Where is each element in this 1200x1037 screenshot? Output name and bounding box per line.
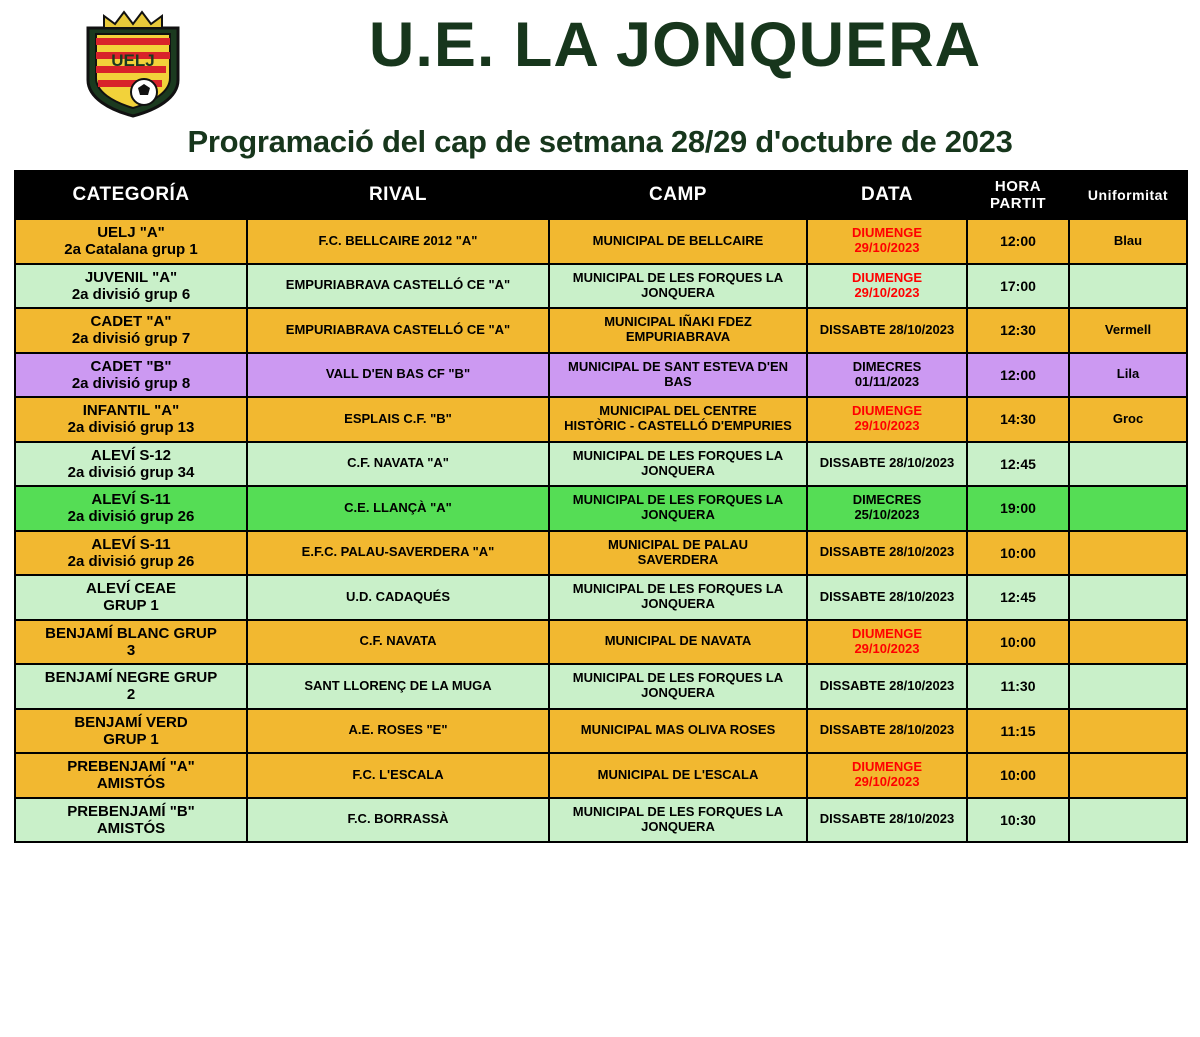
categoria-line1: BENJAMÍ NEGRE GRUP (44, 669, 218, 686)
camp-line1: MUNICIPAL DEL CENTRE (599, 403, 757, 419)
table-row (15, 798, 1187, 843)
cell-hora-partit: 12:30 (967, 308, 1069, 353)
cell-camp (549, 709, 807, 754)
categoria-line2: 2a Catalana grup 1 (64, 241, 198, 259)
categoria-line1: BENJAMÍ BLANC GRUP (45, 624, 217, 642)
column-header-hora-partit (967, 171, 1069, 219)
page-title: U.E. LA JONQUERA (368, 10, 982, 80)
table-row (15, 442, 1187, 487)
cell-hora-partit: 10:00 (967, 531, 1069, 576)
categoria-line1: PREBENJAMÍ "B" (67, 802, 195, 820)
table-body (15, 219, 1187, 842)
camp-line1: MUNICIPAL DE LES FORQUES LA (572, 803, 784, 819)
cell-data (807, 397, 967, 442)
table-row (15, 308, 1187, 353)
cell-data (807, 531, 967, 576)
camp-line2: JONQUERA (641, 284, 715, 300)
column-header-uniformitat: Uniformitat (1069, 171, 1187, 219)
table-row (15, 620, 1187, 665)
cell-uniformitat: Lila (1069, 353, 1187, 398)
categoria-line2: 2a divisió grup 34 (67, 463, 195, 481)
cell-categoria (15, 531, 247, 576)
categoria-line1: UELJ "A" (97, 224, 165, 241)
camp-line2: SAVERDERA (637, 551, 719, 567)
categoria-line2: AMISTÓS (96, 819, 166, 837)
categoria-line1: CADET "A" (90, 313, 172, 330)
camp-line1: MUNICIPAL DE LES FORQUES LA (572, 447, 784, 463)
cell-camp (549, 397, 807, 442)
camp-line1: MUNICIPAL MAS OLIVA ROSES (580, 722, 776, 738)
cell-data (807, 308, 967, 353)
table-row (15, 353, 1187, 398)
camp-line2: JONQUERA (641, 818, 715, 834)
cell-data (807, 575, 967, 620)
column-header-hora-line1: HORA (994, 177, 1042, 195)
cell-hora-partit: 14:30 (967, 397, 1069, 442)
camp-line2: BAS (664, 373, 692, 389)
cell-rival: F.C. L'ESCALA (247, 753, 549, 798)
column-header-data: DATA (807, 171, 967, 219)
camp-line1: MUNICIPAL DE LES FORQUES LA (572, 492, 784, 508)
column-header-rival: RIVAL (247, 171, 549, 219)
data-line1: DIUMENGE (851, 759, 923, 775)
categoria-line1: INFANTIL "A" (82, 402, 180, 419)
categoria-line1: ALEVÍ S-11 (91, 491, 171, 508)
cell-uniformitat (1069, 264, 1187, 309)
page-header (0, 0, 1200, 124)
categoria-line2: 3 (126, 641, 136, 659)
cell-uniformitat (1069, 709, 1187, 754)
cell-rival: A.E. ROSES "E" (247, 709, 549, 754)
camp-line2: JONQUERA (641, 507, 715, 523)
categoria-line1: PREBENJAMÍ "A" (67, 758, 195, 775)
data-line1: DIUMENGE (851, 403, 923, 419)
cell-camp (549, 486, 807, 531)
cell-categoria (15, 798, 247, 843)
table-row (15, 486, 1187, 531)
cell-data (807, 664, 967, 709)
cell-categoria (15, 753, 247, 798)
club-crest-icon (82, 6, 184, 118)
data-line2: 29/10/2023 (854, 284, 920, 300)
cell-rival: F.C. BORRASSÀ (247, 798, 549, 843)
camp-line1: MUNICIPAL DE L'ESCALA (597, 766, 759, 782)
data-line2: 29/10/2023 (854, 640, 920, 656)
cell-hora-partit: 10:00 (967, 620, 1069, 665)
table-row (15, 664, 1187, 709)
cell-camp (549, 664, 807, 709)
column-header-categoria: CATEGORÍA (15, 171, 247, 219)
cell-uniformitat (1069, 664, 1187, 709)
cell-data (807, 353, 967, 398)
cell-camp (549, 442, 807, 487)
camp-line1: MUNICIPAL DE BELLCAIRE (592, 232, 764, 248)
data-line1: DISSABTE 28/10/2023 (819, 677, 955, 693)
cell-camp (549, 798, 807, 843)
data-line1: DISSABTE 28/10/2023 (819, 811, 955, 827)
page-subtitle: Programació del cap de setmana 28/29 d'octubre de 2023 (187, 124, 1013, 159)
data-line1: DISSABTE 28/10/2023 (819, 722, 955, 738)
cell-uniformitat (1069, 442, 1187, 487)
cell-categoria (15, 709, 247, 754)
column-header-hora-line2: PARTIT (989, 195, 1047, 212)
categoria-line2: 2a divisió grup 7 (71, 330, 191, 348)
cell-data (807, 442, 967, 487)
cell-data (807, 709, 967, 754)
data-line1: DISSABTE 28/10/2023 (819, 588, 955, 604)
column-header-camp: CAMP (549, 171, 807, 219)
cell-uniformitat: Blau (1069, 219, 1187, 264)
schedule-table-wrap (0, 170, 1200, 843)
data-line2: 29/10/2023 (854, 774, 920, 790)
cell-data (807, 753, 967, 798)
data-line1: DISSABTE 28/10/2023 (819, 544, 955, 560)
categoria-line2: 2 (126, 686, 136, 704)
table-row (15, 397, 1187, 442)
cell-rival: F.C. BELLCAIRE 2012 "A" (247, 219, 549, 264)
cell-uniformitat (1069, 486, 1187, 531)
data-line2: 25/10/2023 (854, 507, 920, 523)
cell-uniformitat (1069, 798, 1187, 843)
categoria-line2: GRUP 1 (103, 597, 159, 615)
data-line1: DIUMENGE (851, 269, 923, 285)
cell-hora-partit: 17:00 (967, 264, 1069, 309)
cell-rival: E.F.C. PALAU-SAVERDERA "A" (247, 531, 549, 576)
cell-rival: U.D. CADAQUÉS (247, 575, 549, 620)
cell-hora-partit: 12:00 (967, 219, 1069, 264)
cell-uniformitat: Vermell (1069, 308, 1187, 353)
cell-data (807, 486, 967, 531)
cell-camp (549, 531, 807, 576)
cell-uniformitat (1069, 620, 1187, 665)
cell-camp (549, 308, 807, 353)
cell-rival: EMPURIABRAVA CASTELLÓ CE "A" (247, 308, 549, 353)
cell-rival: SANT LLORENÇ DE LA MUGA (247, 664, 549, 709)
categoria-line1: ALEVÍ S-12 (90, 446, 172, 464)
cell-camp (549, 575, 807, 620)
data-line1: DISSABTE 28/10/2023 (819, 455, 955, 471)
cell-hora-partit: 12:45 (967, 442, 1069, 487)
data-line2: 29/10/2023 (854, 240, 920, 256)
cell-categoria (15, 442, 247, 487)
cell-categoria (15, 486, 247, 531)
cell-hora-partit: 10:00 (967, 753, 1069, 798)
categoria-line2: 2a divisió grup 8 (71, 374, 191, 392)
data-line1: DIUMENGE (851, 625, 923, 641)
data-line2: 29/10/2023 (854, 418, 920, 434)
categoria-line2: 2a divisió grup 6 (71, 285, 191, 303)
categoria-line2: 2a divisió grup 26 (67, 552, 195, 570)
cell-rival: C.E. LLANÇÀ "A" (247, 486, 549, 531)
camp-line1: MUNICIPAL IÑAKI FDEZ (604, 314, 752, 330)
cell-categoria (15, 397, 247, 442)
camp-line1: MUNICIPAL DE LES FORQUES LA (572, 269, 784, 285)
cell-rival: EMPURIABRAVA CASTELLÓ CE "A" (247, 264, 549, 309)
cell-data (807, 219, 967, 264)
cell-hora-partit: 12:45 (967, 575, 1069, 620)
cell-categoria (15, 575, 247, 620)
cell-camp (549, 753, 807, 798)
data-line1: DIMECRES (852, 358, 922, 374)
categoria-line2: 2a divisió grup 13 (67, 419, 195, 437)
cell-camp (549, 353, 807, 398)
svg-text:UELJ: UELJ (111, 51, 155, 70)
cell-uniformitat (1069, 575, 1187, 620)
table-row (15, 219, 1187, 264)
cell-camp (549, 264, 807, 309)
cell-uniformitat (1069, 753, 1187, 798)
categoria-line2: AMISTÓS (96, 775, 166, 793)
schedule-table (14, 170, 1188, 843)
table-header-row (15, 171, 1187, 219)
cell-hora-partit: 10:30 (967, 798, 1069, 843)
camp-line2: JONQUERA (641, 685, 715, 701)
camp-line2: HISTÒRIC - CASTELLÓ D'EMPURIES (564, 418, 792, 434)
camp-line1: MUNICIPAL DE SANT ESTEVA D'EN (567, 358, 789, 374)
cell-data (807, 798, 967, 843)
table-row (15, 709, 1187, 754)
categoria-line1: ALEVÍ CEAE (85, 580, 176, 597)
cell-rival: ESPLAIS C.F. "B" (247, 397, 549, 442)
cell-hora-partit: 11:30 (967, 664, 1069, 709)
table-row (15, 753, 1187, 798)
cell-uniformitat: Groc (1069, 397, 1187, 442)
categoria-line1: ALEVÍ S-11 (91, 535, 171, 553)
cell-hora-partit: 19:00 (967, 486, 1069, 531)
cell-uniformitat (1069, 531, 1187, 576)
cell-categoria (15, 308, 247, 353)
data-line1: DISSABTE 28/10/2023 (819, 321, 955, 337)
cell-data (807, 264, 967, 309)
cell-categoria (15, 264, 247, 309)
cell-hora-partit: 12:00 (967, 353, 1069, 398)
camp-line1: MUNICIPAL DE PALAU (607, 536, 749, 552)
categoria-line2: 2a divisió grup 26 (67, 508, 195, 526)
categoria-line1: CADET "B" (90, 357, 172, 375)
cell-categoria (15, 219, 247, 264)
cell-camp (549, 620, 807, 665)
categoria-line2: GRUP 1 (103, 730, 159, 748)
camp-line2: EMPURIABRAVA (625, 329, 731, 345)
cell-categoria (15, 664, 247, 709)
table-row (15, 264, 1187, 309)
cell-data (807, 620, 967, 665)
cell-hora-partit: 11:15 (967, 709, 1069, 754)
cell-categoria (15, 353, 247, 398)
camp-line2: JONQUERA (641, 596, 715, 612)
camp-line1: MUNICIPAL DE LES FORQUES LA (572, 670, 784, 686)
camp-line1: MUNICIPAL DE LES FORQUES LA (572, 581, 784, 597)
data-line2: 01/11/2023 (854, 373, 920, 389)
cell-rival: VALL D'EN BAS CF "B" (247, 353, 549, 398)
cell-rival: C.F. NAVATA "A" (247, 442, 549, 487)
data-line1: DIMECRES (852, 492, 922, 508)
categoria-line1: JUVENIL "A" (84, 268, 178, 286)
categoria-line1: BENJAMÍ VERD (74, 713, 188, 731)
camp-line2: JONQUERA (641, 462, 715, 478)
camp-line1: MUNICIPAL DE NAVATA (604, 633, 752, 649)
table-row (15, 575, 1187, 620)
cell-rival: C.F. NAVATA (247, 620, 549, 665)
cell-categoria (15, 620, 247, 665)
table-row (15, 531, 1187, 576)
data-line1: DIUMENGE (851, 225, 923, 241)
cell-camp (549, 219, 807, 264)
